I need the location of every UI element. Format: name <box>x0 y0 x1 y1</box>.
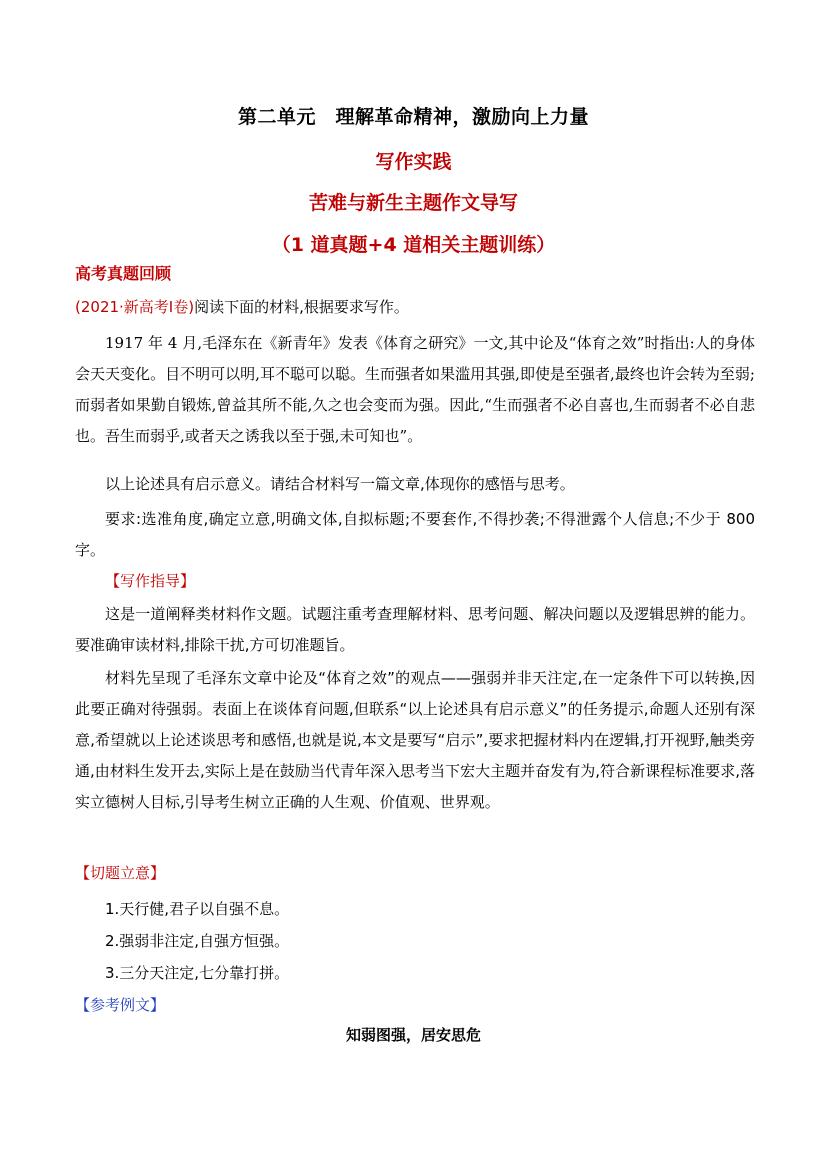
scope-title: （1 道真题+4 道相关主题训练） <box>271 234 556 256</box>
theme-points-label: 【切题立意】 <box>75 864 166 882</box>
sample-title: 知弱图强，居安思危 <box>345 1026 481 1044</box>
guidance-label: 【写作指导】 <box>105 572 196 590</box>
exam-intro <box>75 292 755 323</box>
exam-material: 1917 年 4 月,毛泽东在《新青年》发表《体育之研究》一文,其中论及“体育之效”时指出:人的身体会天天变化。目不明可以明,耳不聪可以聪。生而强者如果滥用其强,即使是至强者,最终也许会转为至弱;而弱者如果勤自锻炼,曾益其所不能,久之也会变而为强。因此,“生而强者不必自喜也,生而弱者不必自悲也。吾生而弱乎,或者天之诱我以至于强,未可知也”。 <box>75 334 755 445</box>
exam-intro-text: 阅读下面的材料,根据要求写作。 <box>194 298 409 316</box>
theme-point-1: 1.天行健,君子以自强不息。 <box>105 900 290 918</box>
guidance-paragraph-1: 这是一道阐释类材料作文题。试题注重考查理解材料、思考问题、解决问题以及逻辑思辨的能力。要准确审读材料,排除干扰,方可切准题旨。 <box>75 605 755 654</box>
exam-source: (2021·新高考Ⅰ卷) <box>75 298 195 316</box>
exam-task: 以上论述具有启示意义。请结合材料写一篇文章,体现你的感悟与思考。 <box>105 475 575 493</box>
practice-title: 写作实践 <box>375 151 452 173</box>
theme-point-3: 3.三分天注定,七分靠打拼。 <box>105 964 290 982</box>
section-title: 高考真题回顾 <box>75 264 172 283</box>
theme-point-2: 2.强弱非注定,自强方恒强。 <box>105 932 290 950</box>
sample-label: 【参考例文】 <box>75 996 166 1014</box>
guidance-paragraph-2: 材料先呈现了毛泽东文章中论及“体育之效”的观点——强弱并非天注定,在一定条件下可以转换,因此要正确对待强弱。表面上在谈体育问题,但联系“以上论述具有启示意义”的任务提示,命题人还别有深意,希望就以上论述谈思考和感悟,也就是说,本文是要写“启示”,要求把握材料内在逻辑,打开视野,触类旁通,由材料生发开去,实际上是在鼓励当代青年深入思考当下宏大主题并奋发有为,符合新课程标准要求,落实立德树人目标,引导考生树立正确的人生观、价值观、世界观。 <box>75 669 755 811</box>
unit-title: 第二单元 理解革命精神，激励向上力量 <box>237 106 589 128</box>
guidance-label-line <box>75 566 755 597</box>
theme-title: 苦难与新生主题作文导写 <box>308 192 518 214</box>
exam-requirements: 要求:选准角度,确定立意,明确文体,自拟标题;不要套作,不得抄袭;不得泄露个人信息;不少于 800 字。 <box>75 510 755 559</box>
